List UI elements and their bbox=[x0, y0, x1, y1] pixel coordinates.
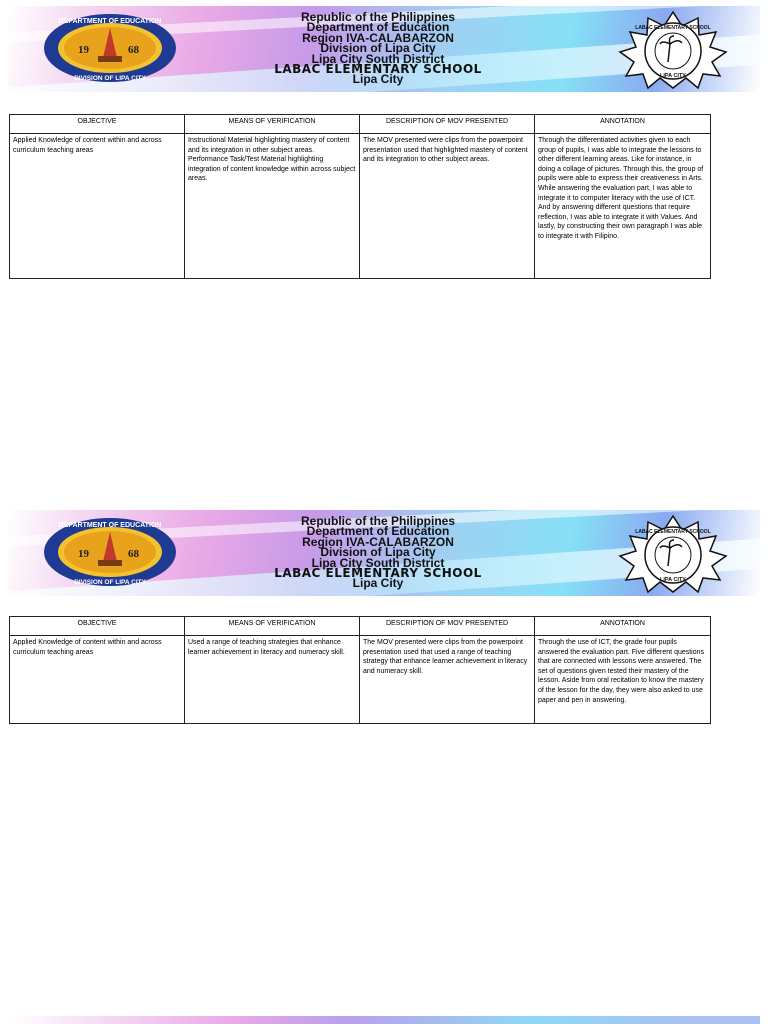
banner-line: Republic of the Philippines bbox=[300, 10, 455, 24]
banner-text bbox=[188, 12, 568, 85]
annotation-cell: Through the differentiated activities given to each group of pupils, I was able to integrate the lessons to other different learning areas. Like for instance, in doing a collage of pictures. Through this, the group of pupils were able to express their creativeness in Arts. While answering the evaluation part, I was able to integrate it to computer literacy with the use of ICT. And by answering different questions that require reflection, I was able to integrate it with Values. And lastly, by constructing their own paragraph I was able to integrate it with Filipino. bbox=[535, 134, 711, 279]
annotation-header: ANNOTATION bbox=[535, 617, 711, 636]
banner-line: Region IVA-CALABARZON bbox=[302, 30, 454, 45]
banner-line: Lipa City South District bbox=[311, 555, 445, 570]
objective-cell: Applied Knowledge of content within and across curriculum teaching areas bbox=[10, 134, 185, 279]
banner-line: Lipa City South District bbox=[311, 51, 445, 66]
svg-text:LIPA CITY: LIPA CITY bbox=[660, 577, 686, 583]
banner-line: Lipa City bbox=[352, 72, 404, 87]
svg-text:DEPARTMENT OF EDUCATION: DEPARTMENT OF EDUCATION bbox=[58, 18, 162, 25]
description-header: DESCRIPTION OF MOV PRESENTED bbox=[360, 115, 535, 134]
svg-text:19: 19 bbox=[78, 548, 89, 560]
school-seal-icon bbox=[598, 10, 748, 90]
description-cell: The MOV presented were clips from the powerpoint presentation used that used a range of teaching strategy that enhance learner achievement in literacy and numeracy skill. bbox=[360, 636, 535, 724]
annotation-header: ANNOTATION bbox=[535, 115, 711, 134]
mov-table bbox=[9, 616, 711, 724]
school-name: LABAC ELEMENTARY SCHOOL bbox=[274, 62, 482, 77]
svg-text:DIVISION OF LIPA CITY: DIVISION OF LIPA CITY bbox=[74, 75, 146, 82]
table-row bbox=[10, 134, 711, 279]
svg-text:LABAC ELEMENTARY SCHOOL: LABAC ELEMENTARY SCHOOL bbox=[635, 25, 711, 31]
means-cell: Used a range of teaching strategies that enhance learner achievement in literacy and numeracy skill. bbox=[185, 636, 360, 724]
svg-text:LABAC ELEMENTARY SCHOOL: LABAC ELEMENTARY SCHOOL bbox=[635, 529, 711, 535]
banner-text bbox=[188, 516, 568, 589]
banner-line: Region IVA-CALABARZON bbox=[302, 534, 454, 549]
description-cell: The MOV presented were clips from the powerpoint presentation used that highlighted mastery of content and its integration to other subject areas. bbox=[360, 134, 535, 279]
table-row bbox=[10, 636, 711, 724]
svg-text:68: 68 bbox=[128, 44, 139, 56]
deped-seal-icon bbox=[42, 516, 178, 588]
school-seal-icon bbox=[598, 514, 748, 594]
deped-seal-icon bbox=[42, 12, 178, 84]
banner-line: Department of Education bbox=[306, 524, 450, 539]
banner-line: Lipa City bbox=[352, 576, 404, 591]
mov-table bbox=[9, 114, 711, 279]
svg-text:LIPA CITY: LIPA CITY bbox=[660, 73, 686, 79]
svg-text:DIVISION OF LIPA CITY: DIVISION OF LIPA CITY bbox=[74, 579, 146, 586]
annotation-cell: Through the use of ICT, the grade four pupils answered the evaluation part. Five different questions that are connected with lessons were answered. The set of questions given tested their mastery of the lesson. Aside from oral recitation to know the mastery of the lesson for the day, they were also asked to use paper and pen in answering. bbox=[535, 636, 711, 724]
banner-line: Republic of the Philippines bbox=[300, 514, 455, 528]
objective-header: OBJECTIVE bbox=[10, 115, 185, 134]
objective-cell: Applied Knowledge of content within and across curriculum teaching areas bbox=[10, 636, 185, 724]
means-header: MEANS OF VERIFICATION bbox=[185, 617, 360, 636]
means-header: MEANS OF VERIFICATION bbox=[185, 115, 360, 134]
next-page-banner-edge bbox=[8, 1016, 760, 1024]
svg-text:DEPARTMENT OF EDUCATION: DEPARTMENT OF EDUCATION bbox=[58, 522, 162, 529]
table-header-row bbox=[10, 115, 711, 134]
svg-text:68: 68 bbox=[128, 548, 139, 560]
header-banner bbox=[8, 6, 760, 92]
objective-header: OBJECTIVE bbox=[10, 617, 185, 636]
means-cell: Instructional Material highlighting mastery of content and its integration in other subject areas. Performance Task/Test Material highlighting integration of content knowledge within across subject areas. bbox=[185, 134, 360, 279]
banner-line: Department of Education bbox=[306, 20, 450, 35]
description-header: DESCRIPTION OF MOV PRESENTED bbox=[360, 617, 535, 636]
svg-text:19: 19 bbox=[78, 44, 89, 56]
header-banner bbox=[8, 510, 760, 596]
banner-line: Division of Lipa City bbox=[320, 41, 436, 56]
table-header-row bbox=[10, 617, 711, 636]
banner-line: Division of Lipa City bbox=[320, 545, 436, 560]
school-name: LABAC ELEMENTARY SCHOOL bbox=[274, 566, 482, 581]
